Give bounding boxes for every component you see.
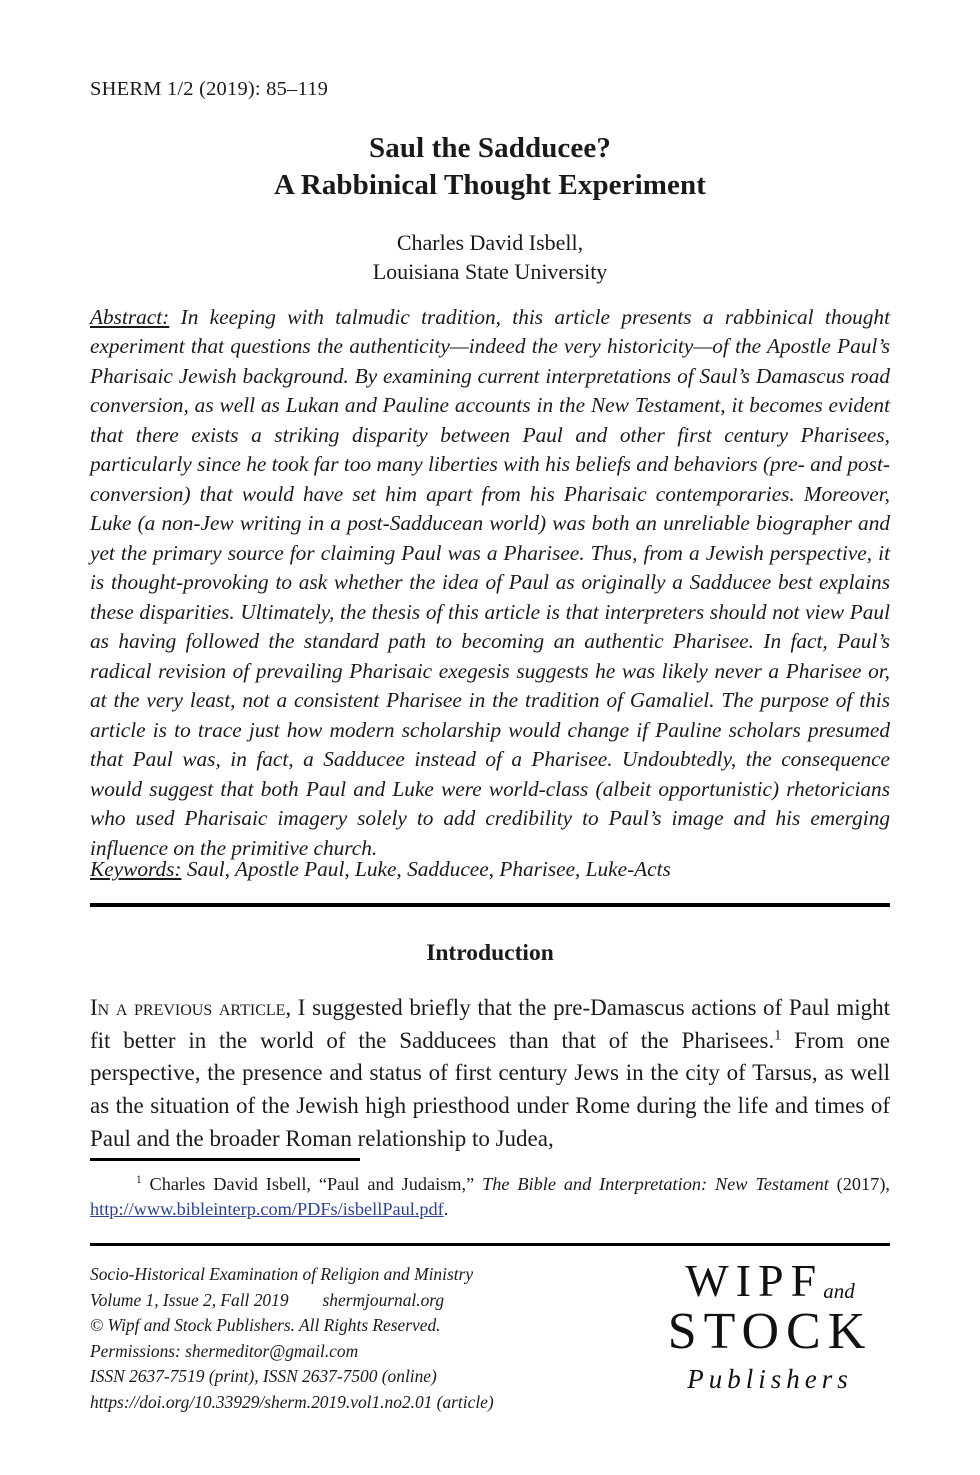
body-text-part-2: From one perspective, the presence and status of first century Jews in the city of Tarsus, as well as the situation of the Jewish high priesthood under Rome during the life and times of Paul and the broader Roman relationship to Judea, <box>90 1027 890 1151</box>
footnote-text-part-2: (2017), <box>828 1174 890 1194</box>
logo-conjunction: and <box>823 1279 855 1303</box>
body-text-part-1: I suggested briefly that the pre-Damascus actions of Paul might fit better in the world of the Sadducees than that of the Pharisees. <box>90 995 891 1053</box>
article-title <box>90 130 890 204</box>
body-paragraph <box>90 992 890 1155</box>
logo-word-publishers: Publishers <box>687 1364 853 1395</box>
footer-copyright: © Wipf and Stock Publishers. All Rights Reserved. <box>90 1315 441 1336</box>
footer-volume-line <box>90 1288 610 1314</box>
author-name: Charles David Isbell, <box>396 230 584 255</box>
logo-row-wipf <box>630 1255 910 1306</box>
abstract-divider <box>90 903 890 907</box>
keywords-text: Saul, Apostle Paul, Luke, Sadducee, Pharisee, Luke-Acts <box>181 857 671 881</box>
keywords <box>90 855 890 884</box>
abstract-text: In keeping with talmudic tradition, this article presents a rabbinical thought experiment that questions the authenticity—indeed the very historicity—of the Apostle Paul’s Pharisaic Jewish background. By examining current interpretations of Saul’s Damascus road conversion, as well as Lukan and Pauline accounts in the New Testament, it becomes evident that there exists a striking disparity between Paul and other first century Pharisees, particularly since he took far too many liberties with his beliefs and behaviors (pre- and post-conversion) that would have set him apart from his Pharisaic contemporaries. Moreover, Luke (a non-Jew writing in a post-Sadducean world) was both an unreliable biographer and yet the primary source for claiming Paul was a Pharisee. Thus, from a Jewish perspective, it is thought-provoking to ask whether the idea of Paul as originally a Sadducee best explains these disparities. Ultimately, the thesis of this article is that interpreters should not view Paul as having followed the standard path to becoming an authentic Pharisee. In fact, Paul’s radical revision of prevailing Pharisaic exegesis suggests he was likely never a Pharisee or, at the very least, not a consistent Pharisee in the tradition of Gamaliel. The purpose of this article is to trace just how modern scholarship would change if Pauline scholars presumed that Paul was, in fact, a Sadducee instead of a Pharisee. Undoubtedly, the consequence would suggest that both Paul and Luke were world-class (albeit opportunistic) rhetoricians who used Pharisaic imagery solely to add credibility to Paul’s image and his emerging influence on the primitive church. <box>90 305 890 860</box>
footnote-marker: 1 <box>136 1173 142 1186</box>
footnote-text-part-3: . <box>443 1198 449 1219</box>
title-line-2: A Rabbinical Thought Experiment <box>273 169 706 202</box>
footer-divider <box>90 1243 890 1246</box>
title-line-1: Saul the Sadducee? <box>369 132 611 164</box>
footnote-reference-1[interactable]: 1 <box>774 1027 782 1043</box>
footnote-text-part-1: Charles David Isbell, “Paul and Judaism,” <box>141 1174 483 1194</box>
footer-website[interactable]: shermjournal.org <box>322 1289 445 1310</box>
publisher-logo <box>630 1255 910 1396</box>
keywords-label: Keywords: <box>90 857 182 881</box>
section-heading-introduction: Introduction <box>426 940 554 966</box>
footnote-url-link[interactable]: http://www.bibleinterp.com/PDFs/isbellPaul.pdf <box>90 1198 444 1219</box>
running-head: SHERM 1/2 (2019): 85–119 <box>90 78 329 100</box>
footnote-source-title: The Bible and Interpretation: New Testament <box>482 1174 829 1194</box>
footer-journal-name: Socio-Historical Examination of Religion and Ministry <box>90 1264 474 1284</box>
footer-permissions[interactable]: Permissions: shermeditor@gmail.com <box>90 1340 359 1361</box>
logo-word-stock: STOCK <box>667 1303 873 1360</box>
abstract <box>90 303 890 863</box>
footnote-separator <box>90 1158 360 1161</box>
abstract-label: Abstract: <box>90 305 170 329</box>
opening-small-caps: In a previous article, <box>90 995 292 1020</box>
author-affiliation: Louisiana State University <box>372 259 608 285</box>
footnote-1 <box>90 1172 890 1222</box>
author-block <box>90 228 890 286</box>
footer-metadata <box>90 1262 610 1415</box>
footer-doi[interactable]: https://doi.org/10.33929/sherm.2019.vol1.no2.01 (article) <box>90 1391 494 1412</box>
logo-word-wipf: WIPF <box>685 1255 824 1306</box>
footer-volume: Volume 1, Issue 2, Fall 2019 <box>90 1289 289 1310</box>
footer-issn: ISSN 2637-7519 (print), ISSN 2637-7500 (online) <box>90 1366 437 1387</box>
